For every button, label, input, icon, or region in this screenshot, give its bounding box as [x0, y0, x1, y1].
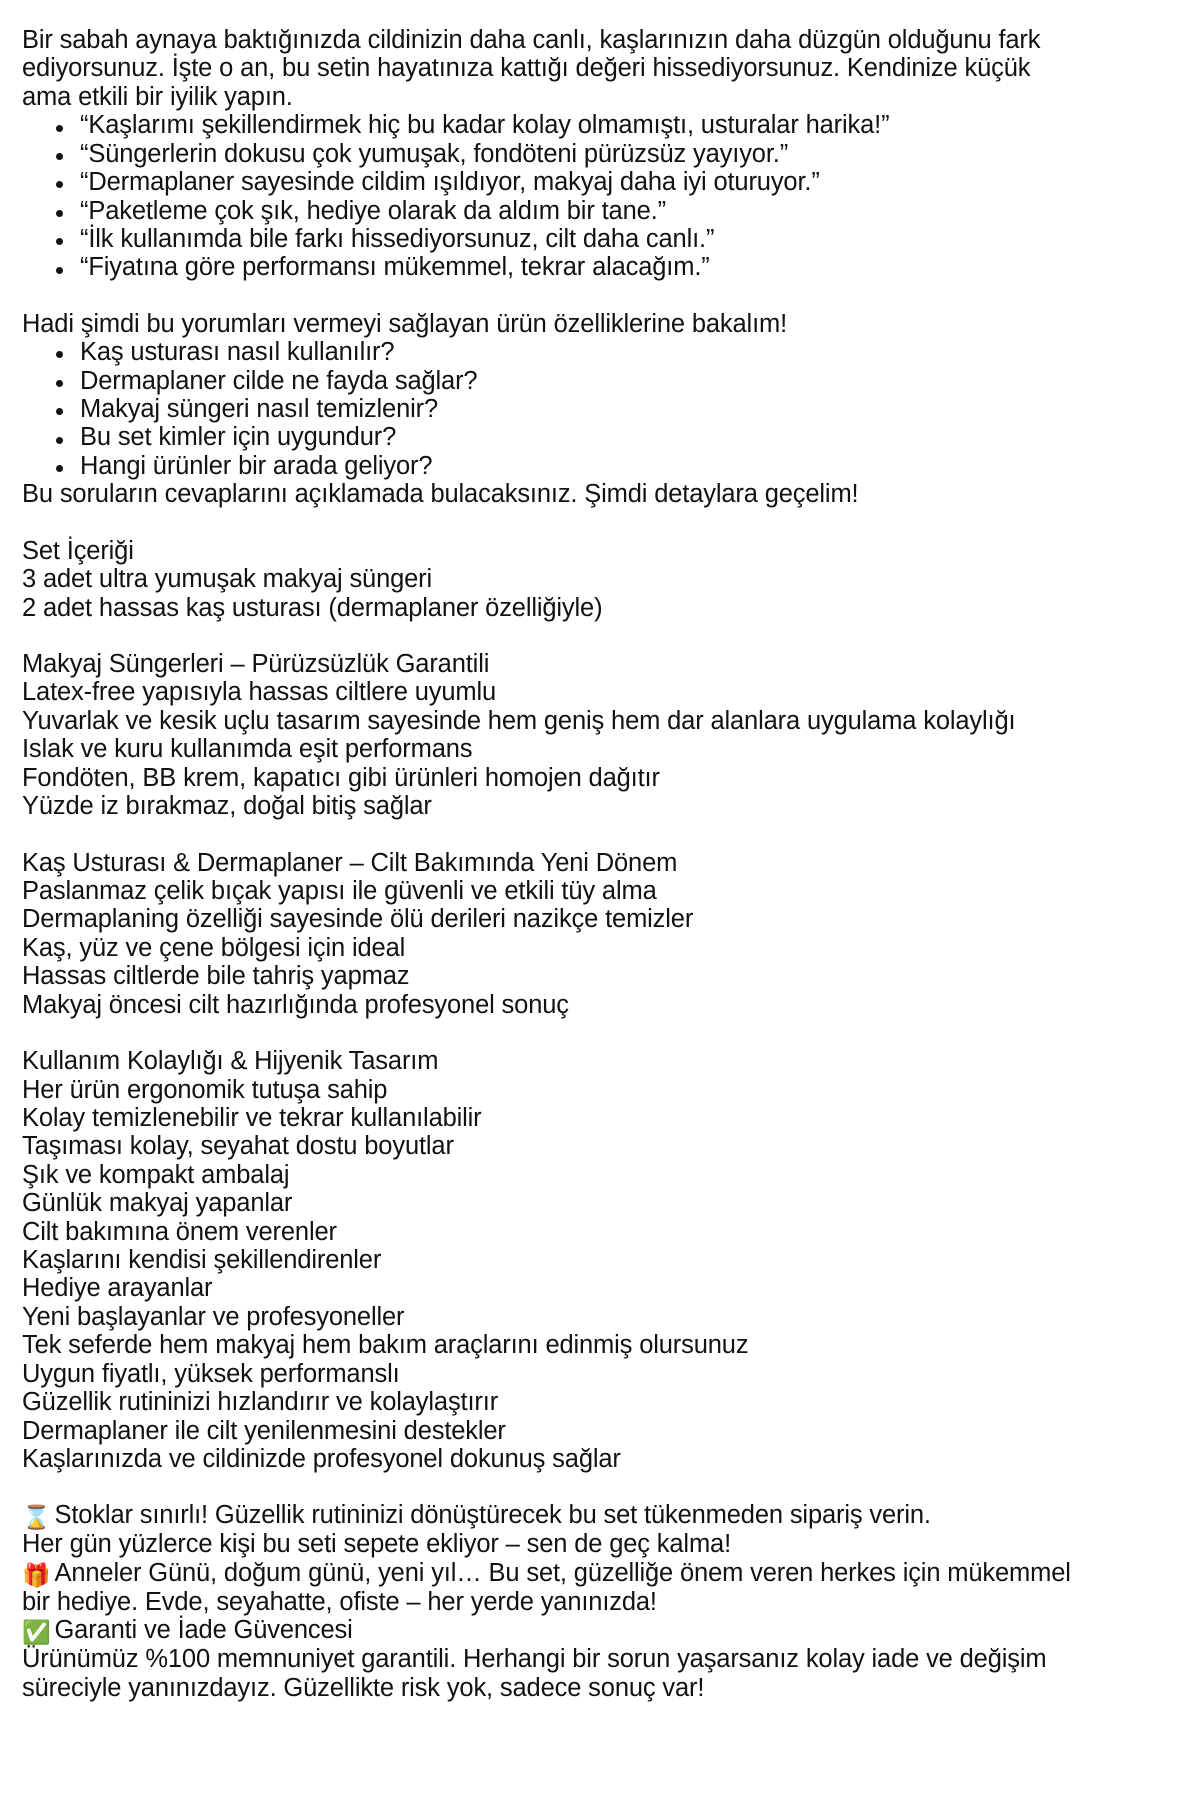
section-spacer [22, 282, 1172, 310]
list-item: Kaş usturası nasıl kullanılır? [80, 338, 1090, 366]
set-contents-heading: Set İçeriği [22, 536, 134, 565]
usability-line: Kaşlarını kendisi şekillendirenler [22, 1246, 382, 1275]
sponges-line: Islak ve kuru kullanımda eşit performans [22, 735, 473, 764]
questions-lead-text: Hadi şimdi bu yorumları vermeyi sağlayan ürün özelliklerine bakalım! [22, 309, 788, 338]
customer-reviews-list [22, 111, 1172, 282]
sponges-heading: Makyaj Süngerleri – Pürüzsüzlük Garantili [22, 650, 490, 679]
sponges-line: Yüzde iz bırakmaz, doğal bitiş sağlar [22, 792, 432, 821]
list-item: Bu set kimler için uygundur? [80, 423, 1090, 451]
guarantee-heading-line [22, 1616, 1082, 1645]
set-contents-section [22, 537, 1172, 622]
usability-line: Güzellik rutininizi hızlandırır ve kolaylaştırır [22, 1388, 499, 1417]
usability-line: Günlük makyaj yapanlar [22, 1189, 293, 1218]
usability-line: Cilt bakımına önem verenler [22, 1217, 337, 1246]
usability-heading: Kullanım Kolaylığı & Hijyenik Tasarım [22, 1047, 439, 1076]
promo-section [22, 1501, 1172, 1702]
sponges-section [22, 650, 1172, 821]
list-item: “Kaşlarımı şekillendirmek hiç bu kadar kolay olmamıştı, usturalar harika!” [80, 111, 1090, 139]
guarantee-text: Ürünümüz %100 memnuniyet garantili. Herhangi bir sorun yaşarsanız kolay iade ve değişim süreciyle yanınızdayız. Güzellikte risk yok, sadece sonuç var! [22, 1645, 1047, 1702]
guarantee-heading-text: Garanti ve İade Güvencesi [54, 1616, 353, 1645]
list-item: “Paketleme çok şık, hediye olarak da aldım bir tane.” [80, 197, 1090, 225]
razor-line: Makyaj öncesi cilt hazırlığında profesyonel sonuç [22, 990, 569, 1019]
section-spacer [22, 821, 1172, 849]
sponges-line: Fondöten, BB krem, kapatıcı gibi ürünleri homojen dağıtır [22, 763, 660, 792]
hourglass-icon: ⌛ [22, 1505, 51, 1532]
usability-line: Yeni başlayanlar ve profesyoneller [22, 1302, 405, 1331]
list-item: Makyaj süngeri nasıl temizlenir? [80, 395, 1090, 423]
list-item: “Süngerlerin dokusu çok yumuşak, fondöteni pürüzsüz yayıyor.” [80, 140, 1090, 168]
razor-line: Hassas ciltlerde bile tahriş yapmaz [22, 962, 410, 991]
list-item: Dermaplaner cilde ne fayda sağlar? [80, 367, 1090, 395]
section-spacer [22, 622, 1172, 650]
usability-line: Kaşlarınızda ve cildinizde profesyonel dokunuş sağlar [22, 1444, 621, 1473]
urgency-line: Her gün yüzlerce kişi bu seti sepete ekliyor – sen de geç kalma! [22, 1530, 732, 1559]
check-mark-icon: ✅ [22, 1620, 51, 1647]
intro-paragraph: Bir sabah aynaya baktığınızda cildinizin daha canlı, kaşlarınızın daha düzgün olduğunu fark ediyorsunuz. İşte o an, bu setin hayatınıza kattığı değeri hissediyorsunuz. Kendinize küçük ama etkili bir iyilik yapın. [22, 26, 1041, 111]
usability-line: Taşıması kolay, seyahat dostu boyutlar [22, 1132, 454, 1161]
usability-line: Şık ve kompakt ambalaj [22, 1160, 290, 1189]
gift-promo-line [22, 1559, 1082, 1616]
questions-closing-text: Bu soruların cevaplarını açıklamada bulacaksınız. Şimdi detaylara geçelim! [22, 480, 859, 509]
usability-line: Uygun fiyatlı, yüksek performanslı [22, 1359, 400, 1388]
list-item: Hangi ürünler bir arada geliyor? [80, 452, 1090, 480]
razor-line: Dermaplaning özelliği sayesinde ölü derileri nazikçe temizler [22, 905, 694, 934]
list-item: “Fiyatına göre performansı mükemmel, tekrar alacağım.” [80, 253, 1090, 281]
razor-line: Kaş, yüz ve çene bölgesi için ideal [22, 933, 406, 962]
usability-section [22, 1047, 1172, 1473]
stock-promo-line [22, 1501, 1082, 1530]
razor-line: Paslanmaz çelik bıçak yapısı ile güvenli ve etkili tüy alma [22, 876, 657, 905]
usability-line: Dermaplaner ile cilt yenilenmesini destekler [22, 1416, 506, 1445]
section-spacer [22, 509, 1172, 537]
section-spacer [22, 1019, 1172, 1047]
usability-line: Tek seferde hem makyaj hem bakım araçlarını edinmiş olursunuz [22, 1331, 749, 1360]
razor-section [22, 849, 1172, 1020]
sponges-line: Yuvarlak ve kesik uçlu tasarım sayesinde hem geniş hem dar alanlara uygulama kolaylığı [22, 706, 1016, 735]
section-spacer [22, 1473, 1172, 1501]
stock-promo-text: Stoklar sınırlı! Güzellik rutininizi dönüştürecek bu set tükenmeden sipariş verin. [54, 1501, 931, 1530]
set-contents-line: 3 adet ultra yumuşak makyaj süngeri [22, 565, 433, 594]
usability-line: Hediye arayanlar [22, 1274, 213, 1303]
list-item: “Dermaplaner sayesinde cildim ışıldıyor, makyaj daha iyi oturuyor.” [80, 168, 1090, 196]
usability-line: Kolay temizlenebilir ve tekrar kullanılabilir [22, 1103, 482, 1132]
gift-icon: 🎁 [22, 1562, 51, 1589]
faq-questions-list [22, 338, 1172, 480]
razor-heading: Kaş Usturası & Dermaplaner – Cilt Bakımında Yeni Dönem [22, 848, 678, 877]
list-item: “İlk kullanımda bile farkı hissediyorsunuz, cilt daha canlı.” [80, 225, 1090, 253]
gift-promo-text: Anneler Günü, doğum günü, yeni yıl… Bu set, güzelliğe önem veren herkes için mükemmel bir hediye. Evde, seyahatte, ofiste – her yerde yanınızda! [22, 1558, 1071, 1616]
usability-line: Her ürün ergonomik tutuşa sahip [22, 1075, 388, 1104]
sponges-line: Latex-free yapısıyla hassas ciltlere uyumlu [22, 678, 497, 707]
product-description-body [22, 26, 1172, 1702]
set-contents-line: 2 adet hassas kaş usturası (dermaplaner özelliğiyle) [22, 593, 603, 622]
